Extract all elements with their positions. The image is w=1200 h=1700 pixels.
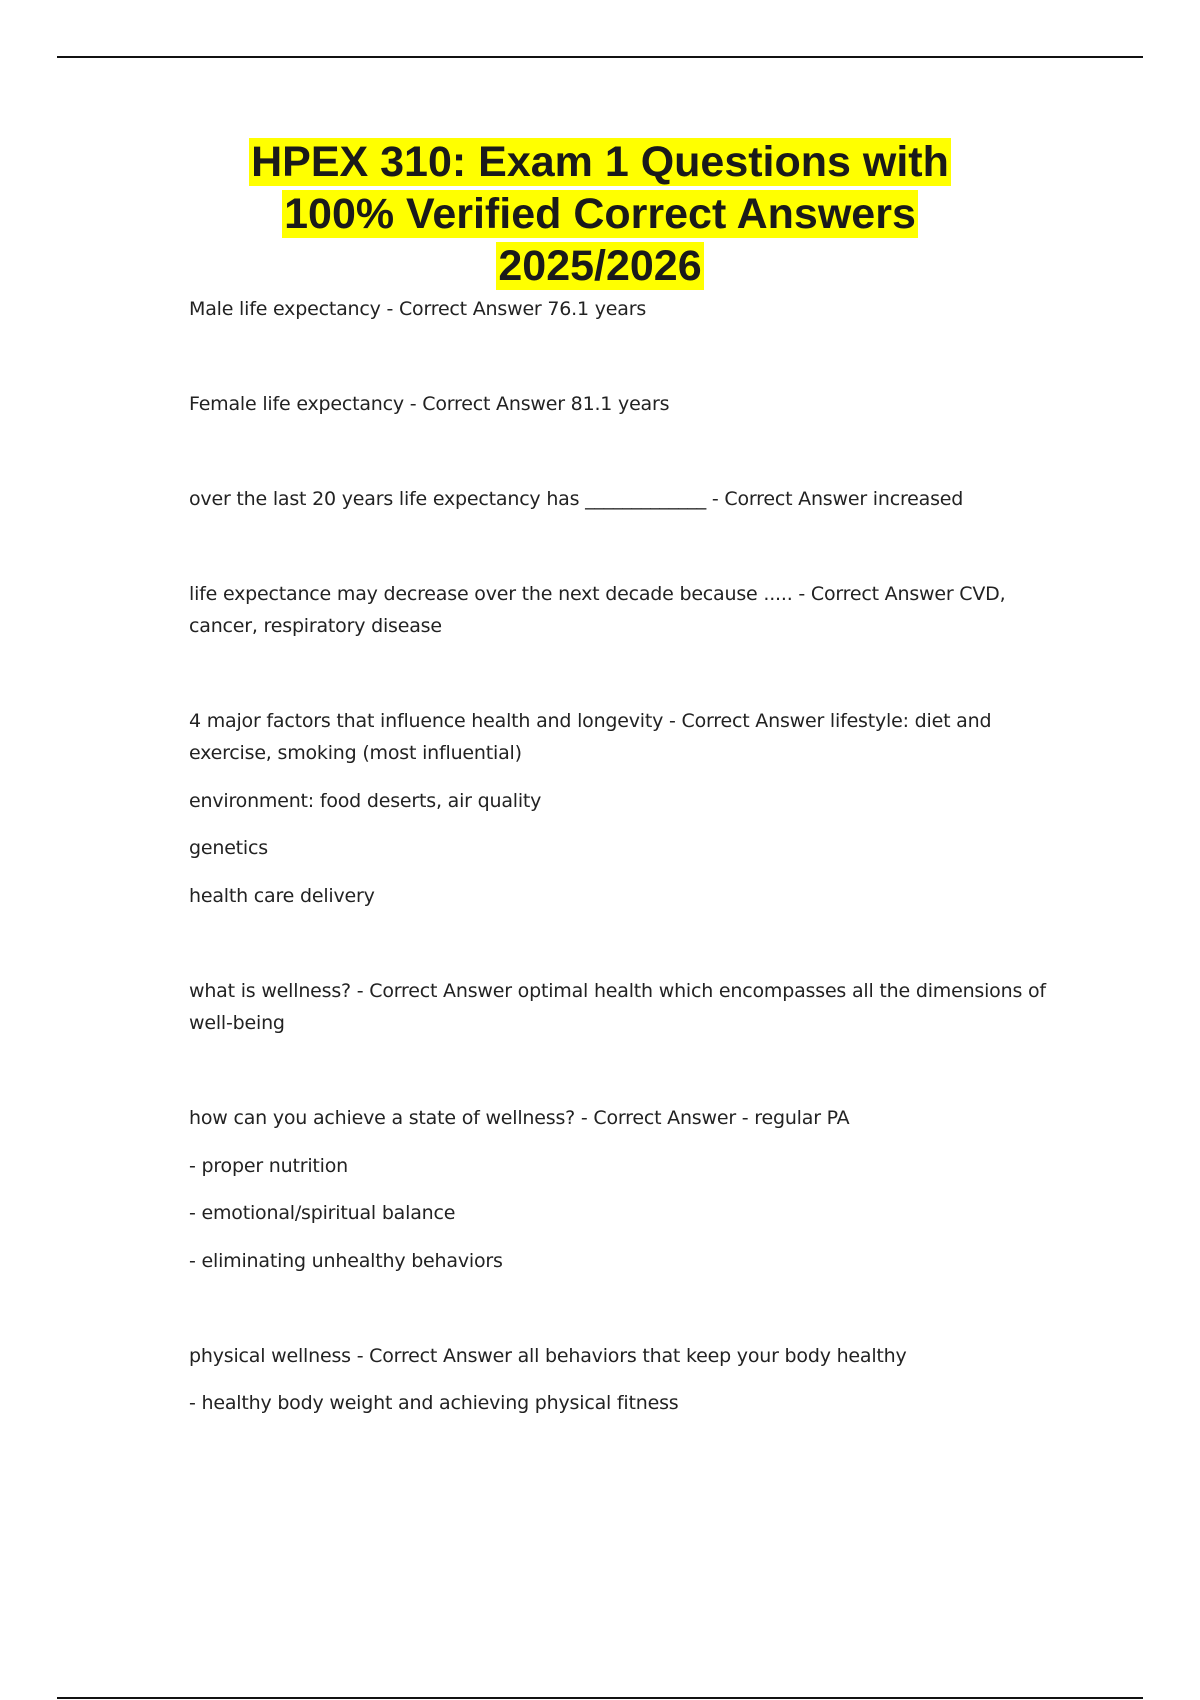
title-line: HPEX 310: Exam 1 Questions with: [251, 138, 949, 186]
qa-answer-line: genetics: [189, 837, 268, 859]
qa-answer-line: well-being: [189, 1012, 285, 1034]
qa-answer-line: health care delivery: [189, 885, 375, 907]
top-rule: [57, 56, 1143, 58]
qa-answer-line: exercise, smoking (most influential): [189, 742, 522, 764]
qa-answer-line: - emotional/spiritual balance: [189, 1202, 456, 1224]
qa-question-line: what is wellness? - Correct Answer optimal health which encompasses all the dimensions of: [189, 980, 1046, 1002]
qa-answer-line: environment: food deserts, air quality: [189, 790, 542, 812]
qa-question-line: Female life expectancy - Correct Answer 81.1 years: [189, 393, 670, 415]
qa-question-line: life expectance may decrease over the next decade because ..... - Correct Answer CVD,: [189, 583, 1006, 605]
qa-question-line: how can you achieve a state of wellness? - Correct Answer - regular PA: [189, 1107, 850, 1129]
qa-question-line: Male life expectancy - Correct Answer 76.1 years: [189, 298, 647, 320]
qa-answer-line: - proper nutrition: [189, 1155, 348, 1177]
qa-question-line: physical wellness - Correct Answer all behaviors that keep your body healthy: [189, 1345, 907, 1367]
title-line: 2025/2026: [498, 242, 702, 290]
title-line: 100% Verified Correct Answers: [284, 190, 916, 238]
bottom-rule: [57, 1697, 1143, 1699]
document-title: [100, 136, 1100, 292]
qa-answer-line: - eliminating unhealthy behaviors: [189, 1250, 503, 1272]
qa-answer-line: cancer, respiratory disease: [189, 615, 442, 637]
qa-question-line: 4 major factors that influence health and longevity - Correct Answer lifestyle: diet and: [189, 710, 992, 732]
qa-question-line: over the last 20 years life expectancy has _____________ - Correct Answer increased: [189, 488, 964, 510]
qa-answer-line: - healthy body weight and achieving physical fitness: [189, 1392, 679, 1414]
